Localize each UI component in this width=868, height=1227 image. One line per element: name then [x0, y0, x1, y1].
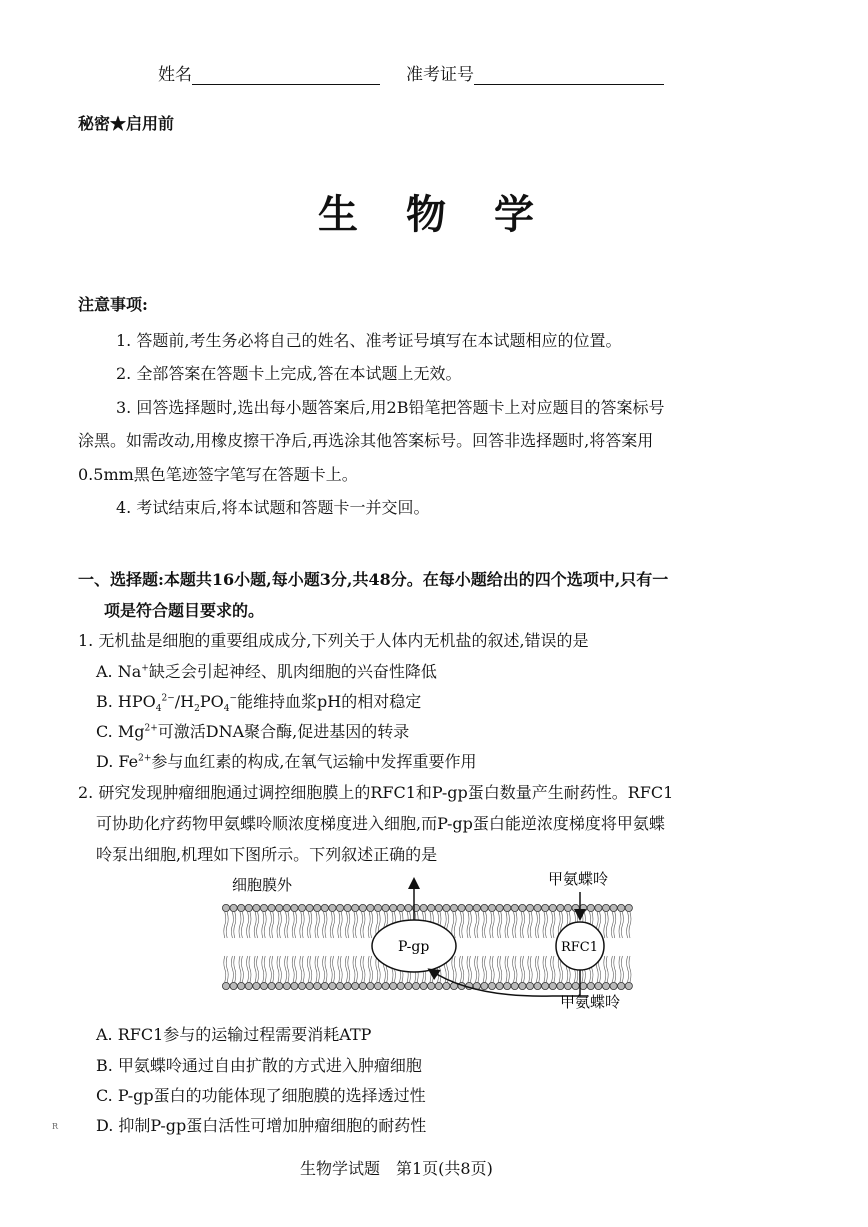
note-item: 2. 全部答案在答题卡上完成,答在本试题上无效。 — [116, 364, 462, 383]
drug-top-label: 甲氨蝶呤 — [548, 870, 609, 888]
exam-id-field — [406, 60, 664, 85]
question-1-option-c: C. $Mg^{2+}$可激活DNA聚合酶,促进基因的转录 — [96, 722, 410, 741]
question-2-option-c: C. P-gp蛋白的功能体现了细胞膜的选择透过性 — [96, 1086, 426, 1105]
name-blank — [192, 66, 380, 85]
note-item: 0.5mm黑色笔迹签字笔写在答题卡上。 — [78, 465, 358, 484]
question-2-option-d: D. 抑制P-gp蛋白活性可增加肿瘤细胞的耐药性 — [96, 1116, 427, 1135]
note-item: 4. 考试结束后,将本试题和答题卡一并交回。 — [116, 498, 430, 517]
outside-label: 细胞膜外 — [232, 876, 293, 894]
rfc1-label: RFC1 — [561, 940, 599, 955]
question-1-option-b: B. $HPO_4^{2-}/H_2PO_4^-$能维持血浆pH的相对稳定 — [96, 692, 422, 715]
question-2-option-b: B. 甲氨蝶呤通过自由扩散的方式进入肿瘤细胞 — [96, 1056, 422, 1075]
question-1-option-a: A. Na+缺乏会引起神经、肌肉细胞的兴奋性降低 — [96, 662, 437, 681]
drug-bottom-label: 甲氨蝶呤 — [560, 993, 621, 1011]
note-item: 3. 回答选择题时,选出每小题答案后,用2B铅笔把答题卡上对应题目的答案标号 — [116, 398, 665, 417]
exam-id-blank — [474, 66, 664, 85]
question-1-stem: 1. 无机盐是细胞的重要组成成分,下列关于人体内无机盐的叙述,错误的是 — [78, 631, 589, 650]
question-2-stem-cont: 可协助化疗药物甲氨蝶呤顺浓度梯度进入细胞,而P-gp蛋白能逆浓度梯度将甲氨蝶 — [96, 814, 665, 833]
membrane-diagram — [222, 868, 642, 1018]
pgp-label: P-gp — [398, 939, 430, 955]
question-2-stem: 2. 研究发现肿瘤细胞通过调控细胞膜上的RFC1和P-gp蛋白数量产生耐药性。RFC1 — [78, 783, 674, 802]
name-field — [158, 60, 380, 85]
question-2-stem-cont: 呤泵出细胞,机理如下图所示。下列叙述正确的是 — [96, 845, 438, 864]
page-title: 生物学 — [318, 191, 582, 238]
secret-label: 秘密★启用前 — [78, 114, 175, 133]
note-item: 1. 答题前,考生务必将自己的姓名、准考证号填写在本试题相应的位置。 — [116, 331, 622, 350]
name-label: 姓名 — [158, 65, 192, 85]
page-footer: 生物学试题 第1页(共8页) — [300, 1159, 493, 1178]
question-2-option-a: A. RFC1参与的运输过程需要消耗ATP — [96, 1025, 372, 1044]
question-1-option-d: D. $Fe^{2+}$参与血红素的构成,在氧气运输中发挥重要作用 — [96, 752, 477, 771]
margin-mark: R — [52, 1122, 59, 1131]
section-heading-cont: 项是符合题目要求的。 — [104, 601, 265, 620]
notes-heading: 注意事项: — [78, 295, 148, 314]
exam-id-label: 准考证号 — [406, 65, 474, 85]
section-heading: 一、选择题:本题共16小题,每小题3分,共48分。在每小题给出的四个选项中,只有一 — [78, 570, 669, 589]
note-item: 涂黑。如需改动,用橡皮擦干净后,再选涂其他答案标号。回答非选择题时,将答案用 — [78, 431, 654, 450]
